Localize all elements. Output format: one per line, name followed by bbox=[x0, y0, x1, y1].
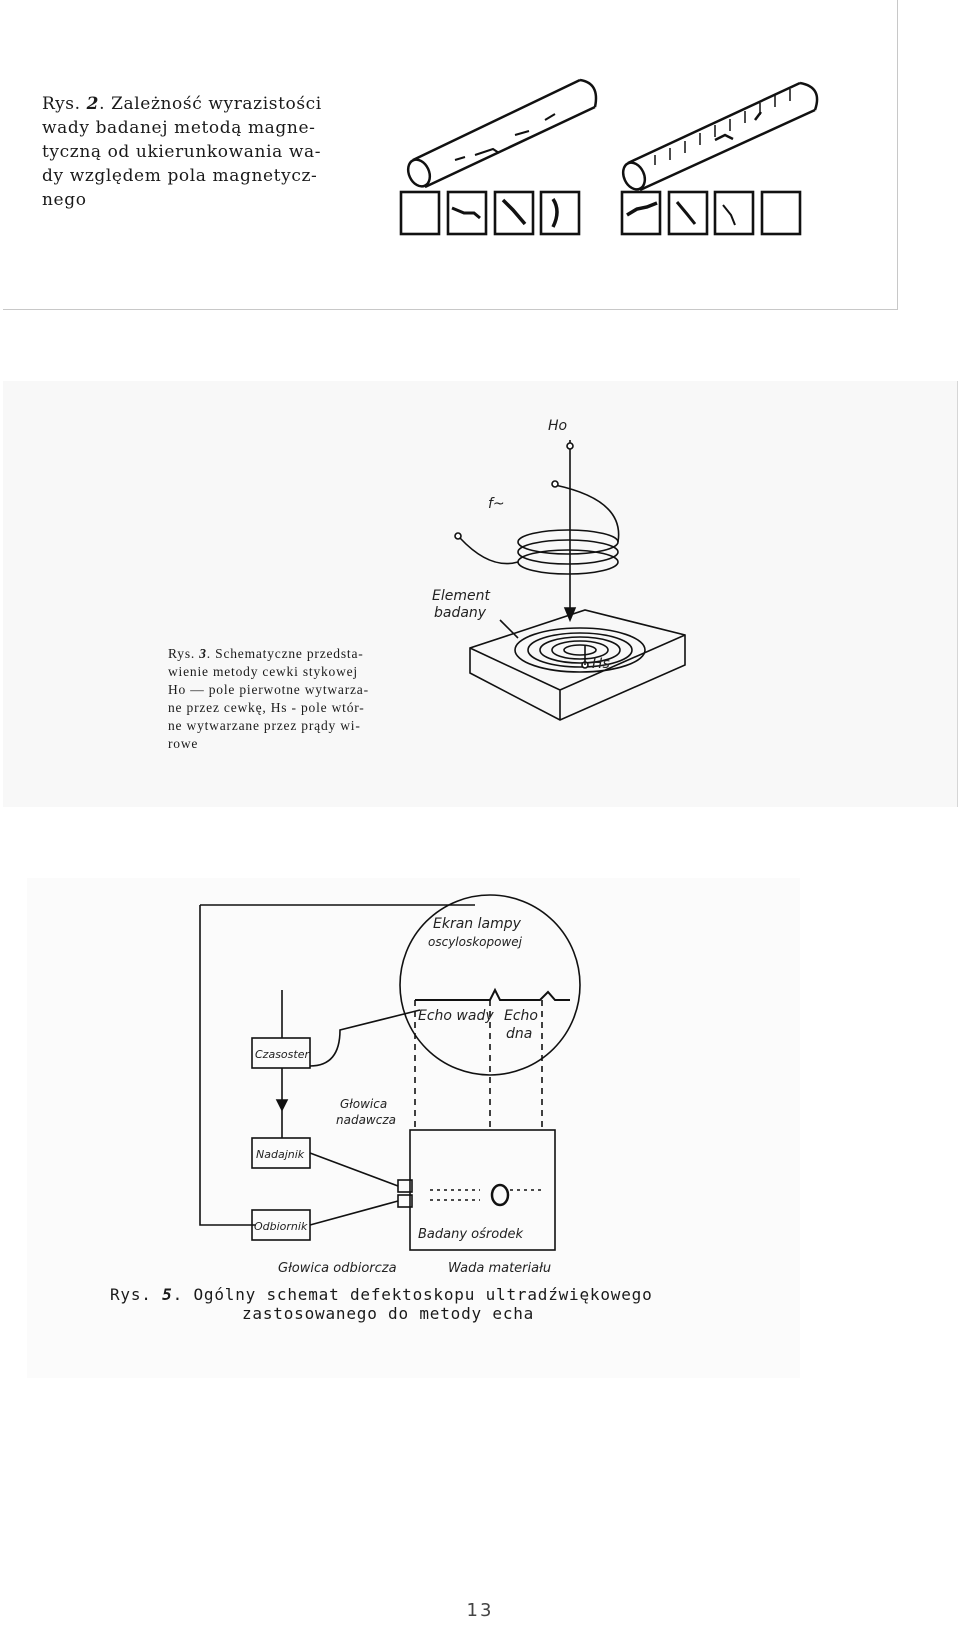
label-screen-1: Ekran lampy bbox=[433, 916, 521, 932]
caption-prefix: Rys. bbox=[110, 1285, 152, 1304]
caption-number: 3 bbox=[199, 646, 207, 661]
figure-1-caption bbox=[42, 92, 382, 212]
caption-prefix: Rys. bbox=[42, 94, 81, 114]
specimen-squares bbox=[401, 192, 800, 234]
label-frequency: f~ bbox=[488, 496, 505, 512]
caption-text: . Schematyczne przedsta- wienie metody cewki stykowej Ho — pole pierwotne wytwarza- ne przez cewkę, Hs - pole wtór- ne wytwarzane przez prądy wi- rowe bbox=[168, 646, 369, 751]
label-h0: Ho bbox=[548, 418, 568, 434]
label-screen-2: oscyloskopowej bbox=[428, 935, 523, 949]
figure-3-caption bbox=[110, 1285, 710, 1323]
label-echo-bottom-2: dna bbox=[506, 1026, 533, 1042]
caption-prefix: Rys. bbox=[168, 646, 196, 661]
figure-2-drawing bbox=[432, 410, 690, 760]
label-hs: Hs bbox=[592, 656, 610, 672]
label-medium: Badany ośrodek bbox=[418, 1227, 523, 1242]
label-timebase: Czasoster bbox=[255, 1048, 309, 1061]
cylinder-left-icon bbox=[404, 80, 596, 190]
coil-icon bbox=[455, 481, 619, 574]
cylinder-right-icon bbox=[619, 83, 817, 193]
flaw-icon bbox=[492, 1185, 508, 1205]
label-echo-flaw: Echo wady bbox=[418, 1008, 494, 1024]
label-flaw: Wada materiału bbox=[448, 1261, 552, 1276]
label-transmitter: Nadajnik bbox=[256, 1148, 305, 1161]
figure-1-drawing bbox=[395, 65, 865, 255]
caption-text: . Zależność wyrazistości wady badanej metodą magne- tyczną od ukierunkowania wa- dy względem pola magnetycz- nego bbox=[42, 94, 322, 210]
label-receiver: Odbiornik bbox=[254, 1220, 308, 1233]
figure-2-caption bbox=[168, 645, 448, 753]
label-element: Element bbox=[432, 588, 490, 604]
page-number: 13 bbox=[466, 1600, 494, 1621]
test-block-icon bbox=[470, 610, 685, 720]
label-tx-head-1: Głowica bbox=[340, 1097, 388, 1111]
label-echo-bottom-1: Echo bbox=[504, 1008, 538, 1024]
caption-number: 5 bbox=[162, 1285, 173, 1304]
caption-line-1: . Ogólny schemat defektoskopu ultradźwiękowego bbox=[172, 1285, 653, 1304]
label-tx-head-2: nadawcza bbox=[336, 1113, 396, 1127]
label-rx-head: Głowica odbiorcza bbox=[278, 1261, 397, 1276]
caption-line-2: zastosowanego do metody echa bbox=[242, 1304, 535, 1323]
caption-number: 2 bbox=[86, 94, 100, 114]
label-badany: badany bbox=[434, 605, 487, 621]
figure-3-drawing bbox=[190, 890, 630, 1280]
